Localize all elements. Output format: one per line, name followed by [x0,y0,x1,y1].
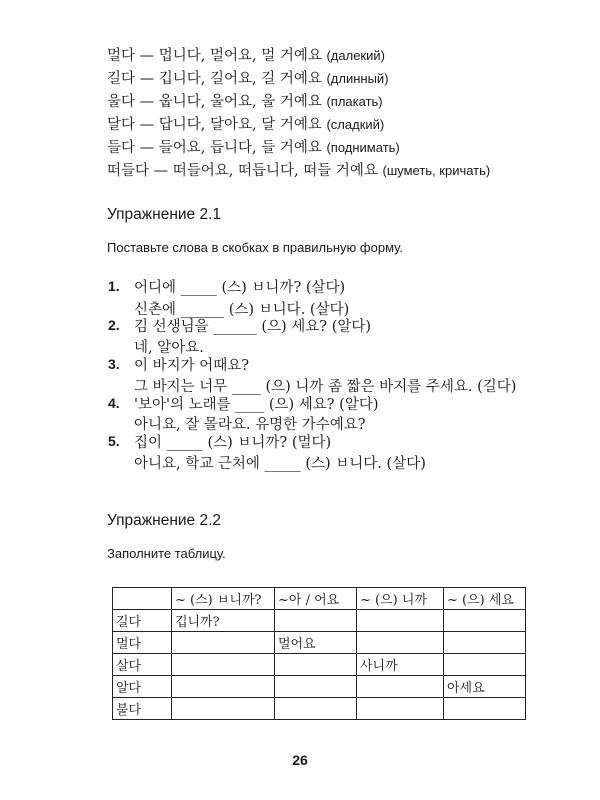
table-row [113,610,526,632]
table-cell [444,654,526,676]
exercise-line: 어디에 _____ (스) ㅂ니까? (살다) [134,280,346,296]
verb-line: 울다 — 웁니다, 울어요, 울 거예요 (плакать) [107,94,383,110]
table-cell [275,654,357,676]
verb-line: 달다 — 답니다, 달아요, 달 거예요 (сладкий) [107,117,385,133]
exercise-line: 이 바지가 어때요? [134,358,250,374]
exercise-line: 신촌에 ______ (스) ㅂ니다. (살다) [134,302,350,318]
exercise-2-1-instruction: Поставьте слова в скобках в правильную форму. [107,240,403,255]
table-header-cell: ~ (으) 세요 [444,588,526,610]
table-cell [357,610,444,632]
table-header-row [113,588,526,610]
table-header-cell [113,588,172,610]
table-row [113,676,526,698]
table-cell: 멀어요 [275,632,357,654]
table-cell [444,632,526,654]
exercise-2-1-title: Упражнение 2.1 [107,206,222,223]
table-header-cell: ~ (스) ㅂ니까? [172,588,275,610]
table-cell: 알다 [113,676,172,698]
table-cell: 아세요 [444,676,526,698]
exercise-2-2-title: Упражнение 2.2 [107,512,222,529]
exercise-line: 그 바지는 너무 ____ (으) 니까 좀 짧은 바지를 주세요. (길다) [134,379,517,395]
table-cell [172,698,275,720]
table-header-cell: ~아 / 어요 [275,588,357,610]
item-number: 2. [108,317,120,333]
table-cell [275,676,357,698]
exercise-line: 집이 _____ (스) ㅂ니까? (멀다) [134,435,332,451]
table-cell [357,632,444,654]
table-cell [172,676,275,698]
table-cell: 깁니까? [172,610,275,632]
page-number: 26 [292,752,308,768]
table-cell [357,676,444,698]
exercise-line: 아니요, 잘 몰라요. 유명한 가수예요? [134,417,366,433]
verb-line: 떠들다 — 떠들어요, 떠듭니다, 떠들 거예요 (шуметь, кричать) [107,163,491,179]
table-cell [444,698,526,720]
conjugation-table [112,587,526,720]
exercise-line: 네, 알아요. [134,340,204,356]
table-cell [172,632,275,654]
table-cell: 멀다 [113,632,172,654]
table-cell: 사니까 [357,654,444,676]
item-number: 5. [108,433,120,449]
table-row [113,698,526,720]
table-cell [275,610,357,632]
exercise-2-2-instruction: Заполните таблицу. [107,546,226,561]
item-number: 1. [108,278,120,294]
table-cell: 살다 [113,654,172,676]
verb-line: 들다 — 들어요, 듭니다, 들 거예요 (поднимать) [107,140,400,156]
item-number: 3. [108,356,120,372]
exercise-line: 아니요, 학교 근처에 _____ (스) ㅂ니다. (살다) [134,456,426,472]
item-number: 4. [108,395,120,411]
table-cell: 길다 [113,610,172,632]
table-header-cell: ~ (으) 니까 [357,588,444,610]
table-cell: 불다 [113,698,172,720]
verb-line: 길다 — 깁니다, 길어요, 길 거예요 (длинный) [107,71,389,87]
table-row [113,632,526,654]
exercise-line: 김 선생님을 ______ (으) 세요? (알다) [134,319,372,335]
table-cell [444,610,526,632]
table-cell [275,698,357,720]
table-cell [357,698,444,720]
verb-line: 멀다 — 멉니다, 멀어요, 멀 거예요 (далекий) [107,48,385,64]
exercise-line: '보아'의 노래를 ____ (으) 세요? (알다) [134,397,379,413]
table-row [113,654,526,676]
table-cell [172,654,275,676]
